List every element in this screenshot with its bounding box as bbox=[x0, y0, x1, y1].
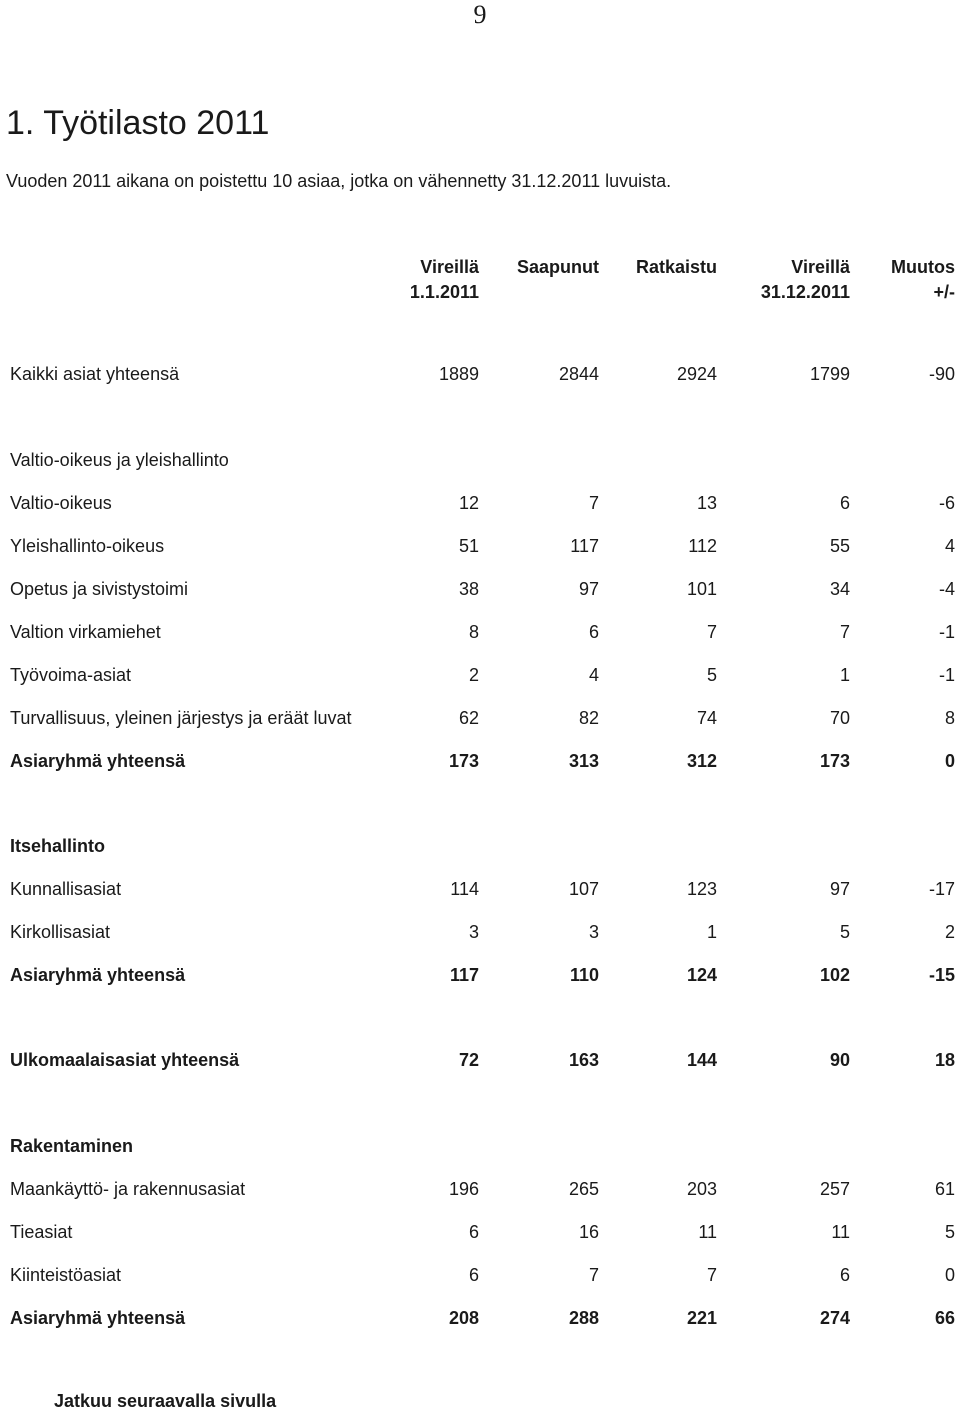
intro-text: Vuoden 2011 aikana on poistettu 10 asiaa, jotka on vähennetty 31.12.2011 luvuista. bbox=[6, 171, 672, 191]
table-cell: 8 bbox=[468, 622, 479, 642]
table-cell: -6 bbox=[938, 493, 955, 513]
table-row bbox=[0, 619, 960, 645]
row-label: Tieasiat bbox=[10, 1222, 73, 1242]
section-heading-row bbox=[0, 447, 960, 473]
column-header bbox=[369, 255, 479, 305]
column-header bbox=[740, 255, 850, 305]
table-cell: 6 bbox=[588, 622, 599, 642]
table-cell: -1 bbox=[938, 622, 955, 642]
table-cell: 107 bbox=[568, 879, 599, 899]
table-cell: 7 bbox=[706, 622, 717, 642]
table-row bbox=[0, 1262, 960, 1288]
table-cell: 102 bbox=[819, 965, 850, 985]
table-cell: 288 bbox=[568, 1308, 599, 1328]
table-cell: 6 bbox=[468, 1265, 479, 1285]
row-label: Turvallisuus, yleinen järjestys ja eräät luvat bbox=[10, 708, 352, 728]
table-cell: 1 bbox=[839, 665, 850, 685]
table-cell: 12 bbox=[458, 493, 479, 513]
table-cell: 3 bbox=[588, 922, 599, 942]
table-cell: 144 bbox=[686, 1050, 717, 1070]
table-cell: 2 bbox=[468, 665, 479, 685]
row-label: Kaikki asiat yhteensä bbox=[10, 364, 180, 384]
table-cell: 18 bbox=[934, 1050, 955, 1070]
table-cell: 117 bbox=[570, 536, 599, 556]
table-cell: 274 bbox=[819, 1308, 850, 1328]
row-label: Maankäyttö- ja rakennusasiat bbox=[10, 1179, 246, 1199]
column-header-line1: Muutos bbox=[891, 257, 955, 277]
table-cell: 1889 bbox=[438, 364, 479, 384]
table-cell: 61 bbox=[934, 1179, 955, 1199]
table-cell: 5 bbox=[944, 1222, 955, 1242]
table-cell: 8 bbox=[944, 708, 955, 728]
table-cell: 1 bbox=[706, 922, 717, 942]
column-header-line1: Vireillä bbox=[791, 257, 850, 277]
table-cell: 7 bbox=[588, 493, 599, 513]
table-cell: 2844 bbox=[558, 364, 599, 384]
table-cell: 196 bbox=[448, 1179, 479, 1199]
table-row bbox=[0, 1047, 960, 1073]
table-row bbox=[0, 576, 960, 602]
section-heading: Itsehallinto bbox=[10, 836, 106, 856]
column-header-line1: Ratkaistu bbox=[635, 257, 717, 277]
table-cell: 6 bbox=[839, 1265, 850, 1285]
table-cell: -1 bbox=[938, 665, 955, 685]
table-cell: 6 bbox=[839, 493, 850, 513]
table-row bbox=[0, 361, 960, 387]
table-cell: 97 bbox=[829, 879, 850, 899]
table-cell: 13 bbox=[696, 493, 717, 513]
section-heading-row bbox=[0, 1133, 960, 1159]
row-label: Kunnallisasiat bbox=[10, 879, 122, 899]
column-header-line2: 31.12.2011 bbox=[760, 282, 850, 302]
row-label: Asiaryhmä yhteensä bbox=[10, 751, 186, 771]
table-cell: 7 bbox=[706, 1265, 717, 1285]
table-cell: 0 bbox=[944, 1265, 955, 1285]
table-cell: 101 bbox=[686, 579, 717, 599]
table-cell: 11 bbox=[831, 1222, 850, 1242]
table-cell: 82 bbox=[578, 708, 599, 728]
table-row bbox=[0, 662, 960, 688]
table-row bbox=[0, 1219, 960, 1245]
table-row bbox=[0, 748, 960, 774]
table-cell: 123 bbox=[686, 879, 717, 899]
table-cell: 117 bbox=[449, 965, 479, 985]
table-cell: 38 bbox=[458, 579, 479, 599]
table-cell: 72 bbox=[458, 1050, 479, 1070]
table-cell: -17 bbox=[928, 879, 955, 899]
table-cell: 124 bbox=[686, 965, 717, 985]
row-label: Yleishallinto-oikeus bbox=[10, 536, 165, 556]
table-row bbox=[0, 490, 960, 516]
table-cell: 5 bbox=[839, 922, 850, 942]
row-label: Kiinteistöasiat bbox=[10, 1265, 122, 1285]
table-cell: 257 bbox=[819, 1179, 850, 1199]
section-heading: Rakentaminen bbox=[10, 1136, 134, 1156]
table-cell: 4 bbox=[944, 536, 955, 556]
page-title: 1. Työtilasto 2011 bbox=[6, 104, 270, 142]
row-label: Asiaryhmä yhteensä bbox=[10, 1308, 186, 1328]
table-cell: 313 bbox=[568, 751, 599, 771]
table-cell: 34 bbox=[829, 579, 850, 599]
table-cell: 62 bbox=[458, 708, 479, 728]
section-heading-row bbox=[0, 833, 960, 859]
table-row bbox=[0, 962, 960, 988]
column-header-line2: +/- bbox=[933, 282, 955, 302]
table-row bbox=[0, 876, 960, 902]
table-cell: 114 bbox=[450, 879, 479, 899]
column-header-line2: 1.1.2011 bbox=[409, 282, 479, 302]
table-cell: 173 bbox=[448, 751, 479, 771]
table-cell: 3 bbox=[468, 922, 479, 942]
table-cell: 0 bbox=[944, 751, 955, 771]
table-cell: -4 bbox=[938, 579, 955, 599]
table-cell: 97 bbox=[578, 579, 599, 599]
column-header-line1: Saapunut bbox=[516, 257, 599, 277]
continuation-note: Jatkuu seuraavalla sivulla bbox=[54, 1391, 277, 1411]
column-header bbox=[489, 255, 599, 280]
table-cell: 221 bbox=[686, 1308, 717, 1328]
table-cell: 55 bbox=[829, 536, 850, 556]
table-cell: 90 bbox=[829, 1050, 850, 1070]
row-label: Opetus ja sivistystoimi bbox=[10, 579, 189, 599]
row-label: Kirkollisasiat bbox=[10, 922, 111, 942]
row-label: Valtion virkamiehet bbox=[10, 622, 161, 642]
row-label: Asiaryhmä yhteensä bbox=[10, 965, 186, 985]
row-label: Valtio-oikeus bbox=[10, 493, 112, 513]
table-cell: 70 bbox=[829, 708, 850, 728]
table-cell: 110 bbox=[569, 965, 599, 985]
table-cell: 312 bbox=[686, 751, 717, 771]
table-cell: 4 bbox=[588, 665, 599, 685]
table-cell: 2924 bbox=[676, 364, 717, 384]
row-label: Työvoima-asiat bbox=[10, 665, 132, 685]
table-cell: 163 bbox=[568, 1050, 599, 1070]
table-cell: 173 bbox=[819, 751, 850, 771]
page-number: 9 bbox=[473, 0, 487, 29]
table-cell: 6 bbox=[468, 1222, 479, 1242]
table-cell: 66 bbox=[934, 1308, 955, 1328]
table-row bbox=[0, 1305, 960, 1331]
table-cell: 51 bbox=[458, 536, 479, 556]
table-row bbox=[0, 533, 960, 559]
column-header-line1: Vireillä bbox=[420, 257, 479, 277]
table-cell: 208 bbox=[448, 1308, 479, 1328]
row-label: Ulkomaalaisasiat yhteensä bbox=[10, 1050, 240, 1070]
column-header bbox=[845, 255, 955, 305]
table-cell: 7 bbox=[588, 1265, 599, 1285]
table-cell: 203 bbox=[686, 1179, 717, 1199]
section-heading: Valtio-oikeus ja yleishallinto bbox=[10, 450, 229, 470]
table-cell: -15 bbox=[928, 965, 955, 985]
table-cell: 112 bbox=[688, 536, 717, 556]
table-cell: 265 bbox=[568, 1179, 599, 1199]
column-header bbox=[607, 255, 717, 280]
table-cell: 11 bbox=[698, 1222, 717, 1242]
table-cell: 7 bbox=[839, 622, 850, 642]
table-cell: 16 bbox=[578, 1222, 599, 1242]
table-row bbox=[0, 705, 960, 731]
table-cell: 2 bbox=[944, 922, 955, 942]
table-cell: 5 bbox=[706, 665, 717, 685]
table-row bbox=[0, 919, 960, 945]
table-cell: 1799 bbox=[809, 364, 850, 384]
table-cell: 74 bbox=[696, 708, 717, 728]
table-cell: -90 bbox=[928, 364, 955, 384]
table-row bbox=[0, 1176, 960, 1202]
